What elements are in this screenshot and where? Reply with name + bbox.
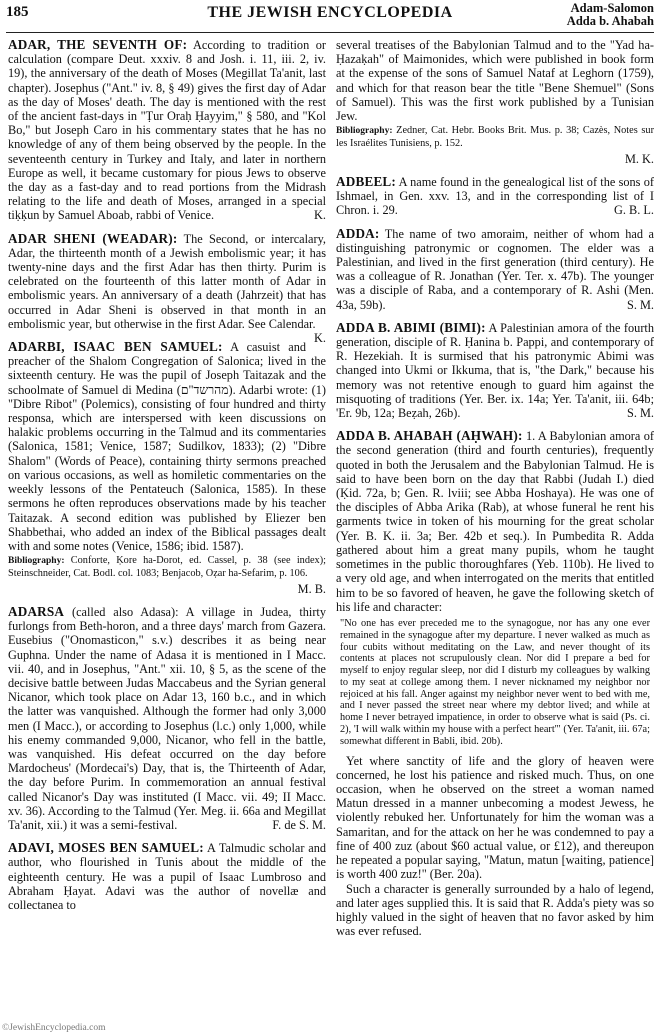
- article-adavi: [8, 841, 326, 912]
- article-body: (called also Adasa): A village in Judea, thirty furlongs from Beth-horon, and a three days' march from Gazera. Eusebius ("Onomasticon," s.v.) describes it as being near Guphna. Under the name of Adasa it is mentioned in I Macc. vii. 40, and in Josephus, "Ant." xii. 10, § 5, as the scene of the decisive battle between Judas Maccabeus and the Syrian general Nicanor, which took place on Adar 13, 160 b.c., and in which the latter was vanquished. Although the former had only 3,000 men (I Macc.), or according to Josephus (l.c.) only 1,000, while his enemy commanded 9,000, Nicanor, who fell in the battle, was vanquished. His defeat occurred on the day before Mardocheus' (Mordecai's) Day, that is, the Thirteenth of Adar, the day before Purim. In commemoration an annual festival called Nicanor's Day was instituted (I Macc. vii. 49; II Macc. xv. 36). According to the Talmud (Yer. Meg. ii. 66a and Megillat Ta'anit, xii.) it was a semi-festival.: [8, 604, 326, 832]
- article-headword: ADARBI, ISAAC BEN SAMUEL:: [8, 339, 223, 355]
- bibliography-label: Bibliography:: [336, 126, 393, 137]
- author-signature: S. M.: [627, 297, 654, 312]
- author-signature: S. M.: [627, 406, 654, 421]
- article-adarbi: [8, 340, 326, 596]
- author-signature: M. K.: [624, 151, 654, 166]
- bibliography: [336, 125, 654, 150]
- article-adar-sheni: [8, 230, 327, 346]
- article-adda-b-abimi: [336, 321, 654, 420]
- author-signature: M. B.: [297, 581, 326, 596]
- left-column: [8, 38, 326, 921]
- page-number: 185: [6, 4, 29, 20]
- article-headword: ADDA:: [336, 225, 380, 241]
- article-body: A Talmudic scholar and author, who flourished in Tunis about the middle of the eighteenth century. He was a pupil of Isaac Lumbroso and Abraham Ḥayat. Adavi was the author of novellæ and collectanea to: [8, 841, 326, 912]
- guide-words: [567, 2, 654, 28]
- article-adar-seventh: [8, 38, 326, 223]
- article-paragraph: Such a character is generally surrounded by a halo of legend, and later ages supplied this. It is said that R. Adda's piety was so highly valued in the sight of heaven that no favor asked by him was ever refused.: [336, 881, 654, 939]
- article-headword: ADDA B. AHABAH (AḤWAH):: [336, 428, 523, 444]
- author-signature: G. B. L.: [614, 203, 654, 218]
- running-title: THE JEWISH ENCYCLOPEDIA: [207, 4, 453, 21]
- article-body: 1. A Babylonian amora of the second generation (third and fourth centuries), frequently quoted in both the Jerusalem and the Babylonian Talmud. He is said to have been born on the day that Rabbi (Judah I.) died (Ḳid. 72a, b; Gen. R. lviii; see Abba Hoshaya). He was one of the disciples of Abba Arika (Rab), at whose funeral he rent his garments twice in token of his mourning for the great scholar (Yer. B. K. ii. 3a; Ber. 42b et seq.). In Pumbedita R. Adda gathered about him a great many pupils, whom he taught sometimes in the public thoroughfares (Yeb. 110b). He lived to a very old age, and when interrogated on the merits that entitled him to be so favored of heaven, he gave the following sketch of his life and character:: [336, 429, 654, 614]
- footer-watermark: ©JewishEncyclopedia.com: [2, 1023, 106, 1033]
- article-paragraph: Yet where sanctity of life and the glory of heaven were concerned, he lost his patience and risked much. Thus, on one occasion, when he observed on the street a woman named Matun dressed in a manner unbecoming a modest Jewess, he violently rebuked her. Unfortunately for him the woman was a Samaritan, and for the attack on her he was condemned to pay a fine of 400 zuz (about $60 actual value, or £12), and thereupon he repeated a popular saying, "Matun, matun [waiting, patience] is worth 400 zuz!" (Ber. 20a).: [336, 753, 654, 882]
- article-headword: ADARSA: [8, 603, 65, 619]
- right-column: [336, 38, 654, 947]
- bibliography-label: Bibliography:: [8, 556, 65, 567]
- article-body: A Palestinian amora of the fourth generation, disciple of R. Ḥanina b. Pappi, and contemporary of R. Hezekiah. It is surmised that his patronymic Abimi was changed into Ukmi or Ikkuma, that is, "the Dark," because his memory was not retentive enough to guard him against the misquoting of traditions (Yer. Ber. ix. 14a; Yer. Ta'anit, iii. 64b; 'Er. 9b, 12a; Beẓah, 26b).: [336, 320, 654, 421]
- article-body: several treatises of the Babylonian Talmud and to the "Yad ha-Ḥazaḳah" of Maimonides, which were published in book form at the expense of the sons of Samuel Nataf at Leghorn (1759), and which for that reason bear the title "Bene Shemuel" (Sons of Samuel). This was the first work published by a Tunisian Jew.: [336, 38, 654, 124]
- article-headword: ADAVI, MOSES BEN SAMUEL:: [8, 840, 204, 856]
- article-adavi-continued: [336, 38, 654, 166]
- author-signature: K.: [314, 208, 326, 223]
- article-body: The Second, or intercalary, Adar, the thirteenth month of a Jewish embolismic year; it has twenty-nine days and the first Adar has then thirty. Purim is celebrated on the fourteenth of this latter month of Adar in embolismic years. An anniversary of a death (Jahrzeit) that has occurred in Adar Sheni is observed in that month in an embolismic year, but otherwise in the first Adar. See Calendar.: [8, 231, 327, 331]
- article-headword: ADAR, THE SEVENTH OF:: [8, 37, 188, 52]
- article-adbeel: [336, 175, 654, 218]
- article-body: A name found in the genealogical list of the sons of Ishmael, in Gen. xxv. 13, and in the corresponding list of I Chron. i. 29.: [336, 175, 654, 218]
- article-body: The name of two amoraim, neither of whom had a distinguishing patronymic or cognomen. The elder was a Palestinian, and lived in the first generation (third century). He was a colleague of R. Jonathan (Yer. Ter. x. 47b). The younger was a disciple of Raba, and a contemporary of R. Ashi (Men. 43a, 59b).: [336, 226, 654, 312]
- article-adda-b-ahabah: [336, 429, 654, 938]
- article-headword: ADDA B. ABIMI (BIMI):: [336, 319, 486, 335]
- author-signature: F. de S. M.: [272, 817, 326, 832]
- bibliography-text: Conforte, Ḳore ha-Dorot, ed. Cassel, p. 38 (see index); Steinschneider, Cat. Bodl. col. 1083; Benjacob, Oẓar ha-Sefarim, p. 106.: [8, 555, 326, 579]
- article-headword: ADBEEL:: [336, 174, 397, 190]
- guide-word-last: Adda b. Ahabah: [566, 14, 654, 28]
- block-quote: "No one has ever preceded me to the synagogue, nor has any one ever remained in the synagogue after my departure. I never walked as much as four cubits without meditating on the Law, and never thought of its contents at places not scrupulously clean. Nor did I prepare a bed for myself to enjoy regular sleep, nor did I disturb my colleagues by walking to my seat at college among them. I never nicknamed my neighbor nor rejoiced at his fall. Anger against my neighbor never went to bed with me, and I never passed the street near where my debtor lived; and while at home I never betrayed impatience, in order to observe what is said (Ps. ci. 2), 'I will walk within my house with a perfect heart'" (Yer. Ta'anit, iii. 67a; somewhat different in Babli, ibid. 20b).: [340, 617, 650, 747]
- article-adda: [336, 227, 654, 312]
- bibliography: [8, 555, 326, 580]
- guide-word-first: Adam-Salomon: [570, 1, 654, 15]
- article-adarsa: [8, 605, 326, 832]
- article-headword: ADAR SHENI (WEADAR):: [8, 230, 178, 246]
- page-header: [6, 1, 654, 33]
- article-body: A casuist and preacher of the Shalom Congregation of Salonica; lived in the sixteenth century. He was the pupil of Joseph Taitazak and the schoolmate of Samuel di Medina (מהרשד"ם). Adarbi wrote: (1) "Dibre Ribot" (Polemics), consisting of four hundred and thirty responsa, which are interspersed with keen discussions on halakic problems occurring in the Talmud and its commentaries (Salonica, 1581; Venice, 1587; Sudilkov, 1833); (2) "Dibre Shalom" (Words of Peace), containing thirty sermons preached on various occasions, as well as homiletic commentaries on the weekly lessons of the Pentateuch (Salonica, 1585). In these sermons he often reproduces observations made by his teacher Taitazak. A second edition was published by Eliezer ben Shabbethai, who added an index of the Biblical passages dealt with and some notes (Venice, 1586; ibid. 1587).: [8, 340, 326, 553]
- author-signature: K.: [314, 331, 326, 346]
- article-body: According to tradition or calculation (compare Deut. xxxiv. 8 and Josh. i. 11, iii. 2, iv. 19), the anniversary of the death of Moses (Megillat Ta'anit, last chapter). Josephus ("Ant." iv. 8, § 49) gives the first day of Adar as the day of Moses' death. The day is mentioned with the rest of the ancient fast-days in "Ṭur Oraḥ Ḥayyim," § 580, and "Kol Bo," but Joseph Caro in his commentary states that he has no knowledge of any of them being observed by the people. In the seventeenth century in Turkey and Italy, and later in northern Europe as well, it became customary for pious Jews to observe the day as a fast-day and to read portions from the Midrash relating to the life and death of Moses, arranged in a special tiḳḳun by Samuel Aboab, rabbi of Venice.: [8, 38, 326, 223]
- bibliography-text: Zedner, Cat. Hebr. Books Brit. Mus. p. 38; Cazès, Notes sur les Israélites Tunisiens, p. 152.: [336, 125, 654, 150]
